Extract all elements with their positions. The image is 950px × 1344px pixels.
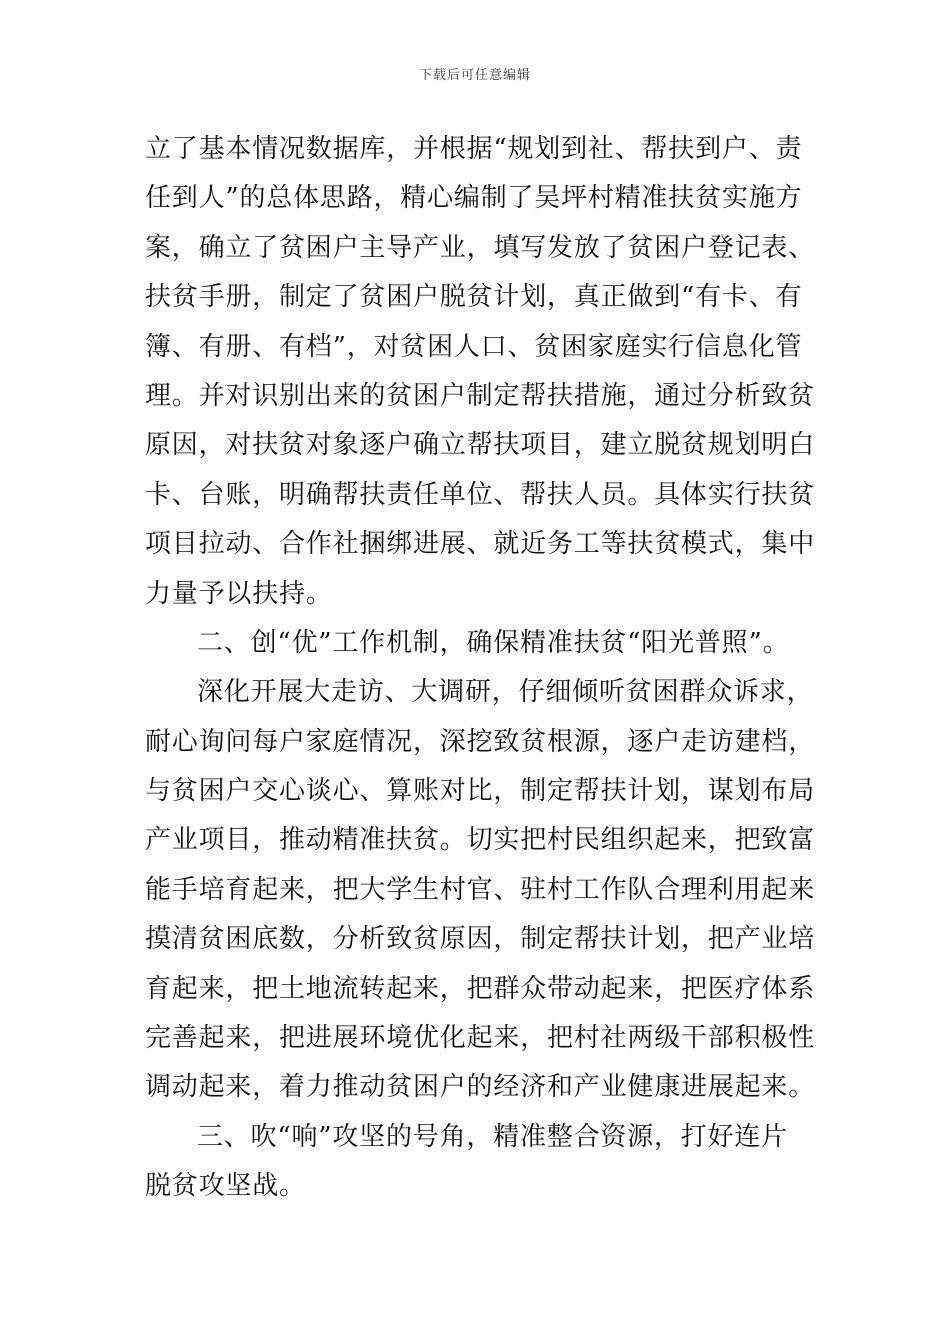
text-line: 能手培育起来，把大学生村官、驻村工作队合理利用起来 (145, 874, 816, 905)
body-text (145, 125, 816, 1212)
text-line: 立了基本情况数据库，并根据“规划到社、帮扶到户、责 (145, 134, 803, 164)
text-line: 深化开展大走访、大调研，仔细倾听贫困群众诉求， (197, 677, 814, 708)
section-heading: 二、创“优”工作机制，确保精准扶贫“阳光普照”。 (197, 627, 790, 658)
text-line: 耐心询问每户家庭情况，深挖致贫根源，逐户走访建档， (145, 726, 816, 757)
text-line: 扶贫手册，制定了贫困户脱贫计划，真正做到“有卡、有 (145, 282, 803, 313)
text-line: 育起来，把土地流转起来，把群众带动起来，把医疗体系 (145, 973, 816, 1004)
text-line: 产业项目，推动精准扶贫。切实把村民组织起来，把致富 (145, 825, 816, 856)
text-line: 力量予以扶持。 (145, 578, 333, 609)
text-line: 原因，对扶贫对象逐户确立帮扶项目，建立脱贫规划明白 (145, 430, 816, 461)
text-line: 与贫困户交心谈心、算账对比，制定帮扶计划，谋划布局 (145, 776, 816, 807)
text-line: 案，确立了贫困户主导产业，填写发放了贫困户登记表、 (145, 232, 816, 263)
text-line: 调动起来，着力推动贫困户的经济和产业健康进展起来。 (145, 1072, 816, 1103)
text-line: 摸清贫困底数，分析致贫原因，制定帮扶计划，把产业培 (145, 924, 816, 955)
section-heading: 三、吹“响”攻坚的号角，精准整合资源，打好连片 (197, 1121, 788, 1152)
text-line: 项目拉动、合作社捆绑进展、就近务工等扶贫模式，集中 (145, 529, 816, 560)
text-line: 任到人”的总体思路，精心编制了吴坪村精准扶贫实施方 (145, 183, 803, 214)
text-line: 脱贫攻坚战。 (145, 1171, 306, 1202)
text-line: 理。并对识别出来的贫困户制定帮扶措施，通过分析致贫 (145, 380, 816, 411)
text-line: 完善起来，把进展环境优化起来，把村社两级干部积极性 (145, 1023, 816, 1054)
text-line: 簿、有册、有档”，对贫困人口、贫困家庭实行信息化管 (145, 331, 803, 362)
header-note: 下载后可任意编辑 (418, 68, 531, 83)
text-line: 卡、台账，明确帮扶责任单位、帮扶人员。具体实行扶贫 (145, 479, 816, 510)
